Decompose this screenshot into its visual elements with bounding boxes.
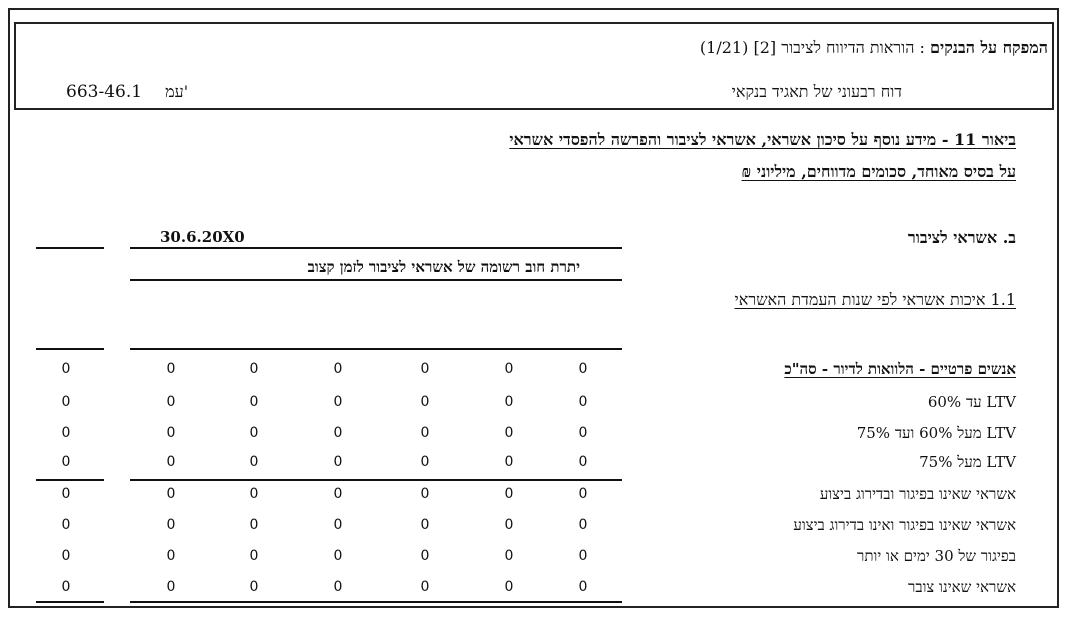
table-cell: 0: [420, 486, 430, 502]
table-cell: 0: [333, 517, 343, 533]
table-top-rule-left: [36, 348, 104, 350]
supervisor-title: המפקח על הבנקים: [930, 38, 1048, 57]
date-rule: [130, 247, 622, 249]
table-cell: 0: [504, 548, 514, 564]
table-cell: 0: [578, 361, 588, 377]
row-label: אשראי שאינו בפיגור ואינו בדירוג ביצוע: [793, 516, 1016, 534]
note-title-line1: ביאור 11 - מידע נוסף על סיכון אשראי, אשראי לציבור והפרשה להפסדי אשראי: [509, 130, 1016, 149]
table-cell: 0: [249, 548, 259, 564]
table-cell: 0: [61, 454, 71, 470]
date-rule-left: [36, 247, 104, 249]
table-cell: 0: [166, 548, 176, 564]
table-cell: 0: [249, 361, 259, 377]
page-number-block: [66, 82, 188, 102]
table-cell: 0: [420, 517, 430, 533]
subtotal-rule: [130, 479, 622, 481]
table-cell: 0: [166, 517, 176, 533]
report-date: 30.6.20X0: [160, 228, 245, 246]
subtotal-rule-left: [36, 479, 104, 481]
table-cell: 0: [249, 425, 259, 441]
table-cell: 0: [166, 361, 176, 377]
table-cell: 0: [61, 394, 71, 410]
table-cell: 0: [249, 517, 259, 533]
table-cell: 0: [166, 486, 176, 502]
page-label: עמ': [165, 82, 189, 101]
directive-title: : הוראות הדיווח לציבור [2] (1/21): [699, 38, 925, 57]
row-label: LTV מעל 60% ועד 75%: [856, 424, 1016, 442]
row-label: LTV מעל 75%: [919, 453, 1016, 471]
table-cell: 0: [420, 579, 430, 595]
table-cell: 0: [578, 486, 588, 502]
table-cell: 0: [166, 579, 176, 595]
section-subtitle: 1.1 איכות אשראי לפי שנות העמדת האשראי: [734, 290, 1016, 309]
table-cell: 0: [333, 579, 343, 595]
table-cell: 0: [578, 517, 588, 533]
page-header: [14, 22, 1054, 110]
row-label: אנשים פרטיים - הלוואות לדיור - סה"כ: [784, 360, 1016, 378]
table-cell: 0: [333, 361, 343, 377]
table-cell: 0: [333, 486, 343, 502]
table-cell: 0: [504, 486, 514, 502]
row-label: LTV עד 60%: [927, 393, 1016, 411]
table-cell: 0: [61, 425, 71, 441]
header-line1: [700, 38, 1048, 58]
table-cell: 0: [166, 394, 176, 410]
table-cell: 0: [420, 361, 430, 377]
note-title-line2: על בסיס מאוחד, סכומים מדווחים, מיליוני ₪: [741, 162, 1016, 181]
column-group-title: יתרת חוב רשומה של אשראי לציבור לזמן קצוב: [307, 258, 580, 276]
table-cell: 0: [333, 394, 343, 410]
table-cell: 0: [504, 425, 514, 441]
table-cell: 0: [420, 394, 430, 410]
table-cell: 0: [61, 548, 71, 564]
column-group-rule: [130, 279, 622, 281]
table-cell: 0: [504, 394, 514, 410]
table-cell: 0: [61, 517, 71, 533]
section-title: ב. אשראי לציבור: [907, 228, 1016, 247]
table-cell: 0: [504, 361, 514, 377]
table-cell: 0: [420, 548, 430, 564]
table-cell: 0: [333, 454, 343, 470]
table-cell: 0: [420, 425, 430, 441]
table-top-rule: [130, 348, 622, 350]
table-cell: 0: [61, 579, 71, 595]
table-cell: 0: [504, 454, 514, 470]
table-cell: 0: [504, 579, 514, 595]
table-cell: 0: [504, 517, 514, 533]
table-cell: 0: [249, 454, 259, 470]
table-cell: 0: [578, 579, 588, 595]
table-cell: 0: [61, 361, 71, 377]
row-label: אשראי שאינו בפיגור ובדירוג ביצוע: [819, 485, 1016, 503]
table-bottom-rule-left: [36, 601, 104, 603]
table-cell: 0: [333, 425, 343, 441]
row-label: בפיגור של 30 ימים או יותר: [856, 547, 1016, 565]
table-cell: 0: [166, 425, 176, 441]
table-cell: 0: [166, 454, 176, 470]
table-cell: 0: [420, 454, 430, 470]
table-bottom-rule: [130, 601, 622, 603]
table-cell: 0: [578, 425, 588, 441]
table-cell: 0: [61, 486, 71, 502]
row-label: אשראי שאינו צובר: [907, 578, 1016, 596]
table-cell: 0: [249, 486, 259, 502]
table-cell: 0: [249, 394, 259, 410]
table-cell: 0: [578, 454, 588, 470]
table-cell: 0: [578, 394, 588, 410]
table-cell: 0: [333, 548, 343, 564]
table-cell: 0: [249, 579, 259, 595]
page-number: 663-46.1: [66, 82, 143, 102]
report-title: דוח רבעוני של תאגיד בנקאי: [731, 82, 902, 101]
table-cell: 0: [578, 548, 588, 564]
